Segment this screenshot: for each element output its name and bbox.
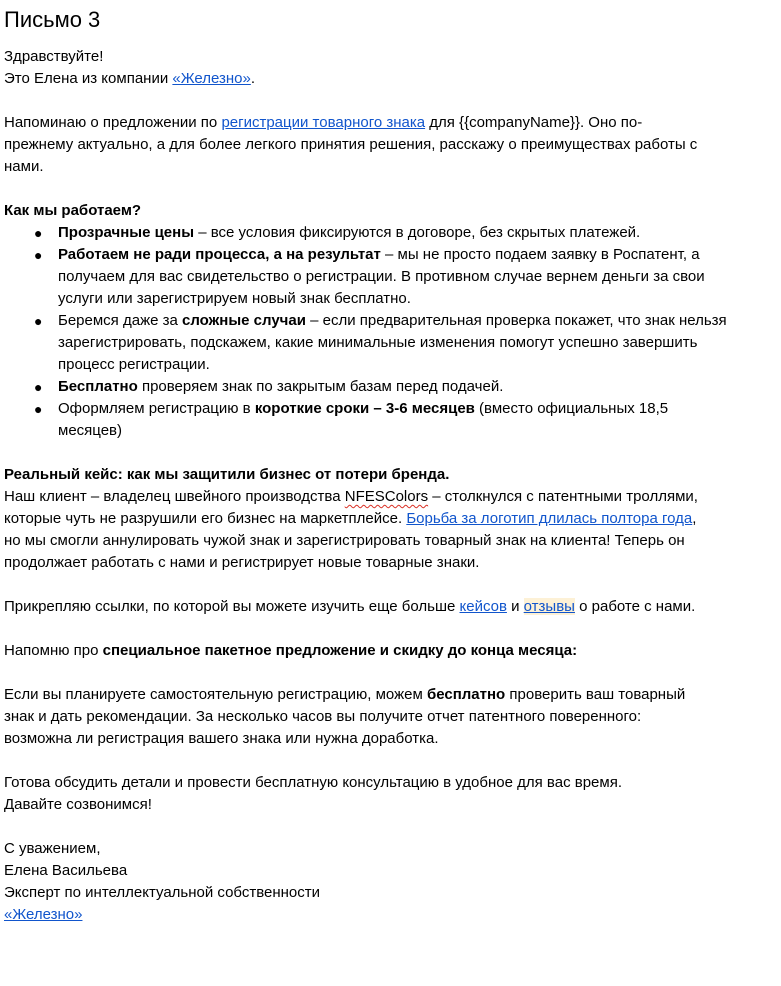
case-paragraph: [4, 486, 704, 574]
item-pre: Оформляем регистрацию в: [58, 400, 255, 417]
intro-text: Это Елена из компании: [4, 70, 173, 87]
item-post: – мы не просто подаем заявку в Роспатент, а получаем для вас свидетельство о регистрации. В противном случае вернем деньги за свои услуги или зарегистрируем новый знак бесплатно.: [58, 246, 705, 307]
case-heading: [4, 464, 704, 486]
item-bold: Работаем не ради процесса, а на результат: [58, 246, 381, 263]
item-pre: Беремся даже за: [58, 312, 182, 329]
signature-company: [4, 904, 704, 926]
item-bold: Бесплатно: [58, 378, 138, 395]
case-text: , но мы смогли аннулировать чужой знак и зарегистрировать товарный знак на клиента! Теперь он продолжает работать с нами и регистрирует новые товарные знаки.: [4, 510, 697, 571]
intro-punct: .: [250, 70, 256, 87]
item-post: проверяем знак по закрытым базам перед подачей.: [137, 378, 504, 395]
heading-text: Как мы работаем?: [4, 202, 142, 219]
bullet-icon: ●: [34, 379, 43, 395]
closing-call: Давайте созвонимся!: [4, 796, 152, 813]
item-bold: сложные случаи: [182, 312, 306, 329]
signature-name: Елена Васильева: [4, 862, 128, 879]
item-post: (вместо официальных 18,5 месяцев): [58, 400, 669, 439]
item-bold: Прозрачные цены: [58, 224, 195, 241]
page-title: Письмо 3: [4, 7, 101, 32]
self-reg-text: Если вы планируете самостоятельную регистрацию, можем: [4, 686, 427, 703]
item-bold: короткие сроки – 3-6 месяцев: [254, 400, 475, 417]
links-text: о работе с нами.: [574, 598, 696, 615]
company-link[interactable]: «Железно»: [172, 70, 251, 87]
offer-text: Напомню про: [4, 642, 103, 659]
bullet-icon: ●: [34, 401, 43, 417]
signature-position: Эксперт по интеллектуальной собственности: [4, 884, 321, 901]
list-item: [34, 398, 730, 442]
links-text: и: [506, 598, 524, 615]
greeting-line: Здравствуйте!: [4, 48, 104, 65]
closing-line: Готова обсудить детали и провести бесплатную консультацию в удобное для вас время.: [4, 774, 622, 791]
list-item: [34, 222, 730, 244]
trademark-registration-link[interactable]: регистрации товарного знака: [221, 114, 426, 131]
intro-suffix: для {{companyName}}. Оно по-прежнему актуально, а для более легкого принятия решения, расскажу о преимуществах работы с нами.: [4, 114, 698, 175]
intro-company-line: [4, 68, 704, 90]
offer-bold: специальное пакетное предложение и скидку до конца месяца:: [102, 642, 578, 659]
item-post: – если предварительная проверка покажет, что знак нельзя зарегистрировать, подскажем, какие минимальные изменения помогут успешно завершить процесс регистрации.: [58, 312, 727, 373]
self-reg-bold: бесплатно: [426, 686, 506, 703]
links-paragraph: [4, 596, 704, 618]
bullet-icon: ●: [34, 247, 43, 263]
cases-link[interactable]: кейсов: [459, 598, 507, 615]
self-reg-text: проверить ваш товарный знак и дать рекомендации. За несколько часов вы получите отчет патентного поверенного: возможна ли регистрация вашего знака или нужна доработка.: [4, 686, 686, 747]
item-post: – все условия фиксируются в договоре, без скрытых платежей.: [194, 224, 641, 241]
list-item: [34, 310, 730, 376]
signature-company-link[interactable]: «Железно»: [4, 906, 83, 923]
self-registration-paragraph: [4, 684, 704, 750]
links-text: Прикрепляю ссылки, по которой вы можете изучить еще больше: [4, 598, 460, 615]
reviews-link[interactable]: отзывы: [523, 598, 575, 615]
brand-name-spellcheck: NFESColors: [344, 488, 429, 505]
intro-paragraph: [4, 112, 704, 178]
list-item: [34, 376, 730, 398]
benefits-list: [4, 222, 727, 442]
logo-battle-link[interactable]: Борьба за логотип длилась полтора года: [406, 510, 693, 527]
heading-text: Реальный кейс: как мы защитили бизнес от потери бренда.: [4, 466, 450, 483]
signature-regards: С уважением,: [4, 840, 101, 857]
list-item: [34, 244, 730, 310]
offer-paragraph: [4, 640, 704, 662]
bullet-icon: ●: [34, 313, 43, 329]
intro-prefix: Напоминаю о предложении по: [4, 114, 222, 131]
case-text: Наш клиент – владелец швейного производства: [4, 488, 345, 505]
bullet-icon: ●: [34, 225, 43, 241]
how-we-work-heading: [4, 200, 704, 222]
case-text: – столкнулся с патентными троллями, которые чуть не разрушили его бизнес на маркетплейсе.: [4, 488, 698, 527]
greeting: [4, 46, 704, 68]
